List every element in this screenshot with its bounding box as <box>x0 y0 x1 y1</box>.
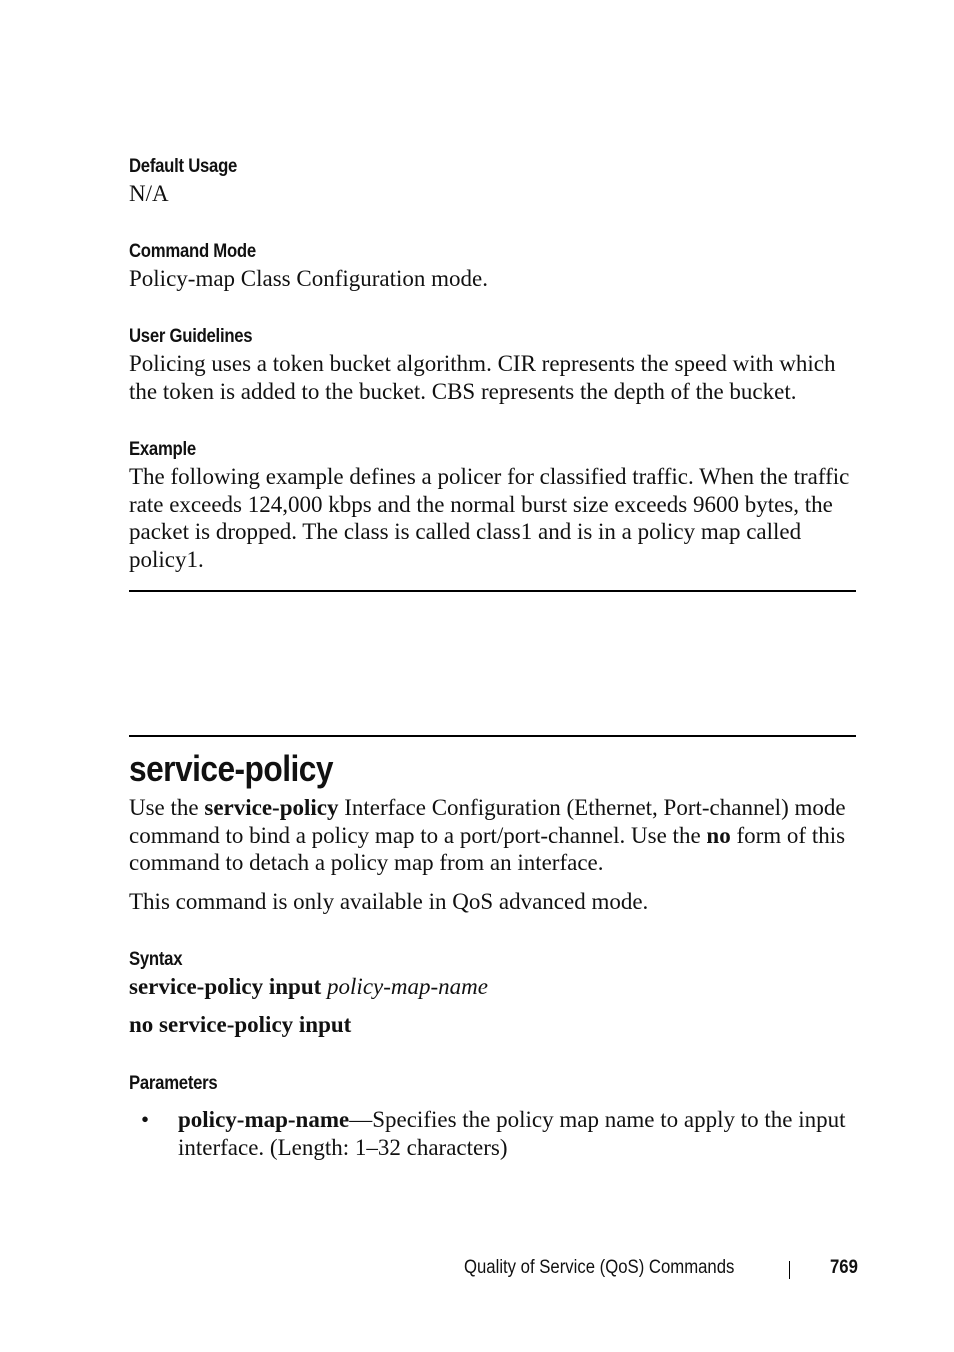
command-mode-heading: Command Mode <box>129 241 256 262</box>
default-usage-heading: Default Usage <box>129 156 238 177</box>
section-title: service-policy <box>129 748 333 789</box>
syntax-no-command: no service-policy input <box>129 1012 352 1037</box>
page-number: 769 <box>830 1257 858 1278</box>
section-start-rule <box>129 735 856 737</box>
syntax-line-1 <box>129 973 856 1001</box>
syntax-heading: Syntax <box>129 949 183 970</box>
footer-chapter-title: Quality of Service (QoS) Commands <box>464 1257 735 1278</box>
footer-separator <box>789 1261 790 1279</box>
section-intro <box>129 794 856 877</box>
default-usage-text: N/A <box>129 181 169 206</box>
user-guidelines-heading: User Guidelines <box>129 326 253 347</box>
example-text: The following example defines a policer for classified traffic. When the traffic rate exceeds 124,000 kbps and the normal burst size exceeds 9600 bytes, the packet is dropped. The class is called class1 and is in a policy map called policy1. <box>129 464 850 572</box>
intro-text-1: Use the <box>129 795 205 820</box>
syntax-command: service-policy input <box>129 974 322 999</box>
intro-command-keyword: service-policy <box>204 795 339 820</box>
intro-text-3: form of this command to detach a policy map from an interface. <box>129 822 846 875</box>
section-end-rule <box>129 590 856 592</box>
syntax-argument: policy-map-name <box>327 974 488 999</box>
user-guidelines-text: Policing uses a token bucket algorithm. CIR represents the speed with which the token is added to the bucket. CBS represents the depth of the bucket. <box>129 351 836 404</box>
parameter-description-block <box>178 1106 856 1161</box>
parameter-name: policy-map-name <box>178 1107 350 1132</box>
intro-text-2: Interface Configuration (Ethernet, Port-channel) mode command to bind a policy map to a port/port-channel. Use the <box>129 795 846 848</box>
example-heading: Example <box>129 439 196 460</box>
syntax-line-2 <box>129 1011 856 1039</box>
availability-note: This command is only available in QoS advanced mode. <box>129 889 649 914</box>
parameter-description: —Specifies the policy map name to apply to the input interface. (Length: 1–32 characters) <box>178 1107 846 1160</box>
command-mode-text: Policy-map Class Configuration mode. <box>129 266 489 291</box>
bullet-marker: • <box>141 1107 150 1132</box>
intro-no-keyword: no <box>706 822 731 848</box>
parameters-heading: Parameters <box>129 1073 218 1094</box>
